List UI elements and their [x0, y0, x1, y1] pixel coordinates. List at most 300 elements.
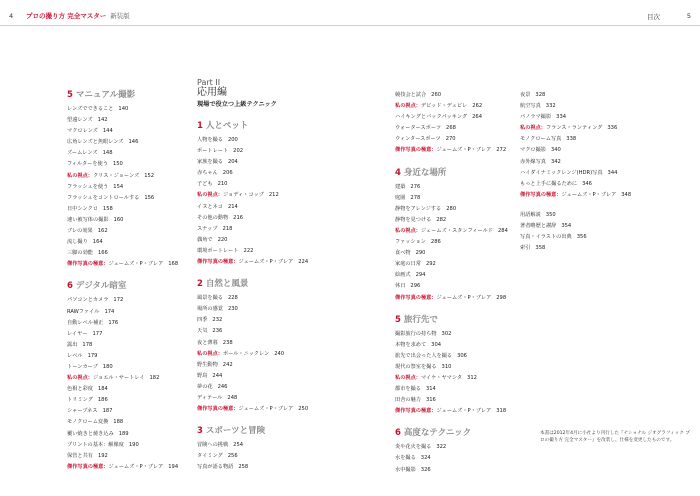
toc-entry[interactable]: [67, 462, 195, 473]
toc-entry-title: 偶角で: [197, 236, 213, 243]
toc-entry-title: 夢の花: [197, 383, 213, 390]
section-title: [67, 88, 195, 100]
toc-entry-page: 316: [425, 397, 436, 404]
toc-entry[interactable]: [395, 384, 530, 395]
toc-entry-title: 夜と薄暮: [197, 339, 218, 346]
toc-entry-title: 子ども: [197, 181, 213, 188]
toc-entry-page: 254: [233, 442, 244, 449]
part-heading: [197, 78, 325, 109]
toc-entry-author: フランス・ランティング: [545, 125, 603, 132]
toc-entry[interactable]: [67, 440, 195, 451]
toc-entry[interactable]: [67, 193, 195, 204]
toc-entry-title: フラッシュを使う: [67, 183, 109, 190]
toc-entry-title: 航空写真: [520, 103, 541, 110]
toc-entry-title: 傑作写真の極意：: [67, 463, 109, 470]
toc-entry-page: 326: [420, 466, 431, 473]
toc-entry[interactable]: [197, 371, 325, 382]
toc-entry-page: 240: [274, 350, 285, 357]
toc-entry[interactable]: [67, 137, 195, 148]
section-title-text: 自然と風景: [205, 279, 249, 290]
toc-entry[interactable]: [67, 351, 195, 362]
section-title-text: スポーツと冒険: [205, 426, 266, 437]
section-number: 5: [67, 90, 73, 100]
toc-entry[interactable]: [197, 315, 325, 326]
toc-entry-page: 174: [104, 308, 115, 315]
toc-entry-title: ポートレート: [197, 148, 229, 155]
part-subtitle: 現場で役立つ上級テクニック: [197, 101, 277, 108]
toc-entry[interactable]: [520, 168, 660, 179]
toc-entry[interactable]: [197, 393, 325, 404]
toc-entry-title: ブレの効果: [67, 228, 93, 235]
toc-entry-page: 142: [97, 117, 108, 124]
toc-entry[interactable]: [67, 259, 195, 270]
toc-entry-title: 私の視点：: [197, 350, 223, 357]
toc-entry-page: 216: [233, 214, 244, 221]
toc-entry[interactable]: [395, 453, 530, 464]
toc-entry-author: ジェームズ・P・ブレア: [238, 259, 294, 266]
toc-entry[interactable]: [395, 259, 530, 270]
toc-entry-title: モノクローム写真: [520, 136, 562, 143]
toc-entry[interactable]: [395, 395, 530, 406]
toc-entry[interactable]: [395, 134, 530, 145]
toc-entry[interactable]: [197, 146, 325, 157]
toc-entry-title: 炎や花火を撮る: [395, 444, 432, 451]
toc-entry[interactable]: [67, 248, 195, 259]
toc-entry[interactable]: [67, 126, 195, 137]
toc-entry[interactable]: [197, 462, 325, 473]
toc-entry[interactable]: [67, 171, 195, 182]
toc-entry[interactable]: [395, 270, 530, 281]
toc-entry-page: 342: [550, 158, 561, 165]
toc-entry-page: 354: [561, 223, 572, 230]
toc-entry[interactable]: [395, 237, 530, 248]
toc-entry-title: 露出: [67, 341, 78, 348]
toc-entry[interactable]: [67, 318, 195, 329]
toc-entry-title: 私の視点：: [395, 103, 421, 110]
toc-entry-page: 298: [496, 294, 507, 301]
toc-entry-title: 家族を撮る: [197, 159, 223, 166]
toc-entry-title: 野鳥: [197, 372, 208, 379]
toc-entry-title: 色相と彩度: [67, 386, 93, 393]
toc-entry[interactable]: [395, 182, 530, 193]
toc-entry-title: 傑作写真の極意：: [395, 408, 437, 415]
toc-entry[interactable]: [395, 248, 530, 259]
toc-entry-title: 著者略歴と謝辞: [520, 223, 557, 230]
toc-entry-title: ファッション: [395, 239, 426, 246]
toc-entry[interactable]: [67, 295, 195, 306]
toc-entry[interactable]: [197, 135, 325, 146]
toc-entry-page: 232: [212, 317, 223, 324]
toc-entry-title: 旅先で出会った人を撮る: [395, 352, 453, 359]
toc-entry[interactable]: [67, 362, 195, 373]
toc-entry-page: 154: [113, 183, 124, 190]
toc-label: 目次: [647, 13, 660, 21]
toc-entry-page: 284: [497, 227, 508, 234]
edition-note: 本書は2012年4月に小社より刊行した『ナショナル ジオグラフィック プロの撮り方 完全マスター』を改装し、仕様を変更したものです。: [540, 431, 690, 443]
toc-entry[interactable]: [67, 307, 195, 318]
toc-entry-author: ジェームズ・P・ブレア: [436, 408, 492, 415]
toc-entry[interactable]: [67, 417, 195, 428]
toc-entry-page: 158: [102, 205, 113, 212]
toc-entry-page: 146: [128, 139, 139, 146]
toc-entry-page: 224: [298, 259, 309, 266]
toc-entry[interactable]: [395, 90, 530, 101]
toc-entry-page: 312: [467, 374, 477, 381]
section-title: [395, 313, 530, 325]
toc-entry-author: ジェームズ・P・ブレア: [436, 147, 492, 154]
toc-entry[interactable]: [67, 182, 195, 193]
section-title: [395, 166, 530, 178]
toc-entry-page: 179: [87, 352, 98, 359]
toc-entry[interactable]: [520, 157, 660, 168]
toc-entry[interactable]: [67, 373, 195, 384]
toc-entry[interactable]: [197, 338, 325, 349]
toc-entry[interactable]: [520, 190, 660, 201]
toc-entry-title: 傑作写真の極意：: [520, 191, 562, 198]
toc-entry[interactable]: [67, 215, 195, 226]
section-familiar-places: [395, 166, 530, 304]
toc-entry[interactable]: [67, 406, 195, 417]
toc-entry-title: タイミング: [197, 453, 223, 460]
toc-entry-title: 保管と共有: [67, 452, 93, 459]
toc-entry[interactable]: [520, 101, 660, 112]
toc-entry-title: 食べ物: [395, 250, 411, 257]
toc-entry-page: 340: [550, 147, 561, 154]
section-people-pets: [197, 119, 325, 268]
toc-entry-title: 傑作写真の極意：: [197, 259, 239, 266]
toc-entry-title: 天気: [197, 328, 208, 335]
toc-entry[interactable]: [520, 221, 660, 232]
toc-entry-page: 302: [441, 330, 452, 337]
toc-entry[interactable]: [197, 404, 325, 415]
toc-entry[interactable]: [520, 134, 660, 145]
toc-entry-page: 350: [545, 211, 556, 218]
toc-entry[interactable]: [197, 293, 325, 304]
section-title: [395, 426, 530, 438]
toc-column-4: [520, 90, 660, 263]
toc-entry[interactable]: [395, 329, 530, 340]
toc-entry-title: ズームレンズ: [67, 150, 98, 157]
section-title: [67, 279, 195, 291]
section-title-text: 旅行先で: [403, 314, 438, 325]
toc-entry-title: ウォータースポーツ: [395, 125, 442, 132]
toc-entry-title: 日中シンクロ: [67, 205, 98, 212]
toc-entry-page: 292: [425, 261, 436, 268]
toc-entry-title: イヌとネコ: [197, 203, 223, 210]
toc-entry-title: 流し撮り: [67, 239, 88, 246]
toc-entry-page: 200: [227, 137, 238, 143]
toc-entry-page: 248: [227, 394, 238, 401]
toc-entry[interactable]: [67, 384, 195, 395]
toc-entry[interactable]: [197, 202, 325, 213]
toc-entry[interactable]: [395, 351, 530, 362]
section-digital-darkroom: [67, 279, 195, 473]
toc-entry-page: 250: [298, 406, 309, 413]
toc-entry-page: 276: [410, 183, 421, 190]
toc-entry-page: 306: [457, 352, 467, 359]
part-label: Part II: [197, 78, 221, 87]
toc-entry[interactable]: [395, 226, 530, 237]
toc-entry-title: 水中撮影: [395, 466, 416, 473]
toc-entry-title: 田舎の魅力: [395, 397, 421, 404]
section-number: 3: [197, 426, 203, 437]
toc-entry[interactable]: [197, 190, 325, 201]
toc-entry-title: 私の視点：: [395, 374, 421, 381]
toc-entry[interactable]: [67, 226, 195, 237]
toc-entry[interactable]: [67, 429, 195, 440]
toc-entry[interactable]: [395, 362, 530, 373]
toc-entry[interactable]: [67, 329, 195, 340]
toc-entry[interactable]: [197, 235, 325, 246]
toc-entry-title: フィルターを使う: [67, 161, 108, 168]
toc-entry[interactable]: [197, 246, 325, 257]
toc-entry[interactable]: [520, 210, 660, 221]
section-advanced-techniques: [395, 426, 530, 475]
toc-entry[interactable]: [197, 326, 325, 337]
toc-entry-page: 358: [535, 245, 546, 252]
toc-entry[interactable]: [197, 157, 325, 168]
toc-entry-title: もっと上手に撮るために: [520, 180, 578, 187]
toc-entry-title: 絵画式: [395, 272, 411, 279]
toc-entry-page: 168: [168, 261, 179, 268]
toc-entry-page: 206: [222, 170, 233, 177]
page-number-right: 5: [686, 12, 691, 20]
toc-entry[interactable]: [197, 224, 325, 235]
toc-entry-title: 傑作写真の極意：: [197, 406, 239, 413]
toc-entry-title: レイヤー: [67, 330, 88, 337]
toc-entry-title: トリミング: [67, 397, 93, 404]
toc-entry-title: 都市を撮る: [395, 386, 421, 393]
toc-entry[interactable]: [67, 148, 195, 159]
toc-entry-page: 176: [108, 319, 119, 326]
toc-entry-title: パソコンとカメラ: [67, 297, 109, 304]
section-appendix: [520, 210, 660, 254]
toc-entry-title: 傑作写真の極意：: [395, 294, 437, 301]
toc-entry-page: 164: [92, 239, 103, 246]
toc-entry-page: 310: [441, 363, 452, 370]
toc-entry-title: 人物を撮る: [197, 137, 223, 143]
toc-entry[interactable]: [395, 442, 530, 453]
edition-label: 新装版: [110, 12, 130, 20]
toc-entry-page: 204: [227, 159, 238, 166]
toc-entry-page: 270: [445, 136, 456, 143]
section-number: 6: [395, 428, 401, 439]
toc-entry[interactable]: [395, 281, 530, 292]
toc-entry[interactable]: [197, 179, 325, 190]
toc-entry[interactable]: [520, 90, 660, 101]
toc-entry[interactable]: [197, 257, 325, 268]
toc-entry-page: 294: [415, 272, 426, 279]
toc-entry[interactable]: [197, 440, 325, 451]
toc-entry[interactable]: [395, 101, 530, 112]
section-number: 2: [197, 279, 203, 290]
toc-entry-title: RAWファイル: [67, 308, 100, 315]
toc-entry[interactable]: [395, 204, 530, 215]
toc-entry[interactable]: [395, 340, 530, 351]
toc-entry-page: 187: [102, 408, 113, 415]
toc-entry-page: 268: [446, 125, 456, 132]
toc-entry[interactable]: [197, 451, 325, 462]
toc-entry-title: 速い被写体の撮影: [67, 216, 109, 223]
toc-entry-page: 338: [566, 136, 577, 143]
toc-entry[interactable]: [520, 232, 660, 243]
toc-entry-title: 覆い焼きと焼き込み: [67, 430, 114, 437]
section-manual-shooting: [67, 88, 195, 270]
toc-entry-page: 220: [217, 236, 228, 243]
toc-entry-author: ジェームズ・P・ブレア: [238, 406, 294, 413]
toc-entry-title: 場所の感覚: [197, 306, 223, 313]
section-number: 5: [395, 314, 401, 325]
toc-entry-title: 私の視点：: [520, 125, 546, 132]
section-title: [197, 119, 325, 131]
toc-entry[interactable]: [67, 204, 195, 215]
toc-entry[interactable]: [395, 193, 530, 204]
toc-entry-page: 328: [535, 92, 546, 98]
toc-entry-title: 四季: [197, 317, 208, 324]
toc-entry-page: 236: [212, 328, 223, 335]
toc-entry-title: 建築: [395, 183, 406, 190]
toc-entry-page: 256: [227, 453, 238, 460]
toc-entry-title: 静物をアレンジする: [395, 205, 442, 212]
toc-entry-page: 192: [97, 452, 108, 459]
toc-entry-author: クリス・ジョーンズ: [92, 172, 140, 179]
toc-column-1: [67, 88, 195, 482]
toc-entry-page: 272: [496, 147, 507, 154]
toc-entry[interactable]: [395, 215, 530, 226]
toc-entry[interactable]: [67, 451, 195, 462]
toc-entry-title: ハイダイナミックレンジ(HDR)写真: [520, 169, 603, 176]
toc-entry-title: 私の視点：: [395, 227, 421, 234]
toc-entry-author: ジェームズ・P・ブレア: [108, 261, 164, 268]
toc-entry-author: ジェームズ・P・ブレア: [108, 463, 164, 470]
toc-entry[interactable]: [520, 179, 660, 190]
toc-entry[interactable]: [197, 168, 325, 179]
toc-entry-title: 家庭の日常: [395, 261, 421, 268]
part-title: 応用編: [197, 87, 227, 98]
toc-entry-page: 156: [144, 194, 155, 201]
toc-entry-title: 自動レベル補正: [67, 319, 104, 326]
toc-entry-page: 218: [222, 225, 233, 232]
toc-entry[interactable]: [395, 465, 530, 476]
toc-entry-page: 190: [128, 441, 139, 448]
toc-entry[interactable]: [67, 104, 195, 115]
toc-entry[interactable]: [395, 123, 530, 134]
section-title-text: 人とペット: [205, 121, 249, 131]
toc-entry[interactable]: [395, 373, 530, 384]
toc-entry[interactable]: [395, 145, 530, 156]
toc-entry-title: 庭園: [395, 194, 406, 201]
toc-entry-title: 三脚の効能: [67, 250, 93, 257]
toc-entry[interactable]: [67, 395, 195, 406]
toc-entry-title: 本物を求めて: [395, 341, 427, 348]
toc-entry-page: 188: [113, 419, 124, 426]
toc-entry-page: 246: [217, 383, 228, 390]
toc-entry-title: トーンカーブ: [67, 363, 98, 370]
toc-entry-title: その他の動物: [197, 214, 229, 221]
toc-entry-title: 私の視点：: [67, 172, 93, 179]
toc-entry[interactable]: [197, 213, 325, 224]
toc-entry-page: 324: [420, 455, 431, 462]
toc-entry[interactable]: [520, 123, 660, 134]
toc-entry-author: ジェームズ・スタンフィールド: [420, 227, 493, 234]
toc-entry-page: 184: [97, 386, 108, 393]
toc-entry-page: 322: [436, 444, 447, 451]
section-number: 1: [197, 121, 203, 131]
toc-entry-author: マイケ・ヤマシタ: [420, 374, 463, 381]
toc-entry-title: 傑作写真の極意：: [395, 147, 437, 154]
toc-entry-page: 244: [212, 372, 223, 379]
toc-entry-page: 344: [607, 169, 618, 176]
toc-entry-title: ディテール: [197, 394, 223, 401]
toc-entry-title: 傑作写真の極意：: [67, 261, 109, 268]
toc-entry-title: 静物を見つける: [395, 216, 432, 223]
toc-entry-title: スナップ: [197, 225, 218, 232]
toc-entry[interactable]: [197, 349, 325, 360]
toc-entry-author: ポール・ニックレン: [222, 350, 270, 357]
toc-entry-page: 332: [545, 103, 556, 110]
toc-entry[interactable]: [520, 243, 660, 254]
toc-entry[interactable]: [67, 340, 195, 351]
toc-entry-page: 228: [227, 295, 238, 302]
toc-entry[interactable]: [197, 382, 325, 393]
toc-entry-page: 290: [415, 250, 426, 257]
toc-entry-page: 222: [243, 247, 254, 254]
page-number-left: 4: [9, 12, 14, 20]
toc-entry-title: 写真・イラストの出典: [520, 234, 572, 241]
toc-entry-page: 144: [102, 128, 113, 135]
toc-entry-title: 休日: [395, 283, 406, 290]
toc-entry-page: 242: [222, 361, 233, 368]
toc-entry[interactable]: [395, 406, 530, 417]
toc-entry-page: 178: [82, 341, 93, 348]
toc-entry-page: 258: [238, 464, 249, 471]
toc-entry[interactable]: [67, 237, 195, 248]
toc-entry-title: レンズでできること: [67, 106, 114, 112]
toc-entry-title: 競技会と試合: [395, 92, 427, 98]
toc-entry-page: 166: [97, 250, 108, 257]
section-title-text: デジタル暗室: [75, 281, 127, 292]
toc-entry[interactable]: [67, 115, 195, 126]
toc-entry[interactable]: [197, 304, 325, 315]
section-sports-continued: [395, 90, 530, 157]
toc-entry-page: 230: [227, 306, 238, 313]
section-title-text: 高度なテクニック: [403, 428, 472, 439]
toc-entry-title: 水を撮る: [395, 455, 416, 462]
toc-entry-page: 189: [118, 430, 129, 437]
toc-entry-page: 264: [472, 114, 483, 121]
toc-entry-page: 160: [113, 216, 124, 223]
toc-entry-page: 318: [496, 408, 507, 415]
toc-entry-page: 260: [431, 92, 442, 98]
toc-entry-title: 用語解説: [520, 211, 541, 218]
toc-entry[interactable]: [520, 112, 660, 123]
toc-entry[interactable]: [520, 145, 660, 156]
toc-entry[interactable]: [395, 112, 530, 123]
running-title-text: プロの撮り方 完全マスター: [26, 12, 107, 20]
section-title-text: 身近な場所: [403, 167, 447, 178]
section-advanced-continued: [520, 90, 660, 201]
toc-entry-title: ハイキングとバックパッキング: [395, 114, 468, 121]
toc-entry[interactable]: [395, 293, 530, 304]
toc-entry-title: 赤ちゃん: [197, 170, 218, 177]
toc-entry[interactable]: [197, 360, 325, 371]
toc-entry-title: レベル: [67, 352, 83, 359]
toc-entry-page: 314: [425, 386, 436, 393]
toc-entry-page: 296: [410, 283, 421, 290]
toc-entry-page: 282: [436, 216, 447, 223]
toc-entry[interactable]: [67, 159, 195, 170]
section-title: [197, 424, 325, 436]
